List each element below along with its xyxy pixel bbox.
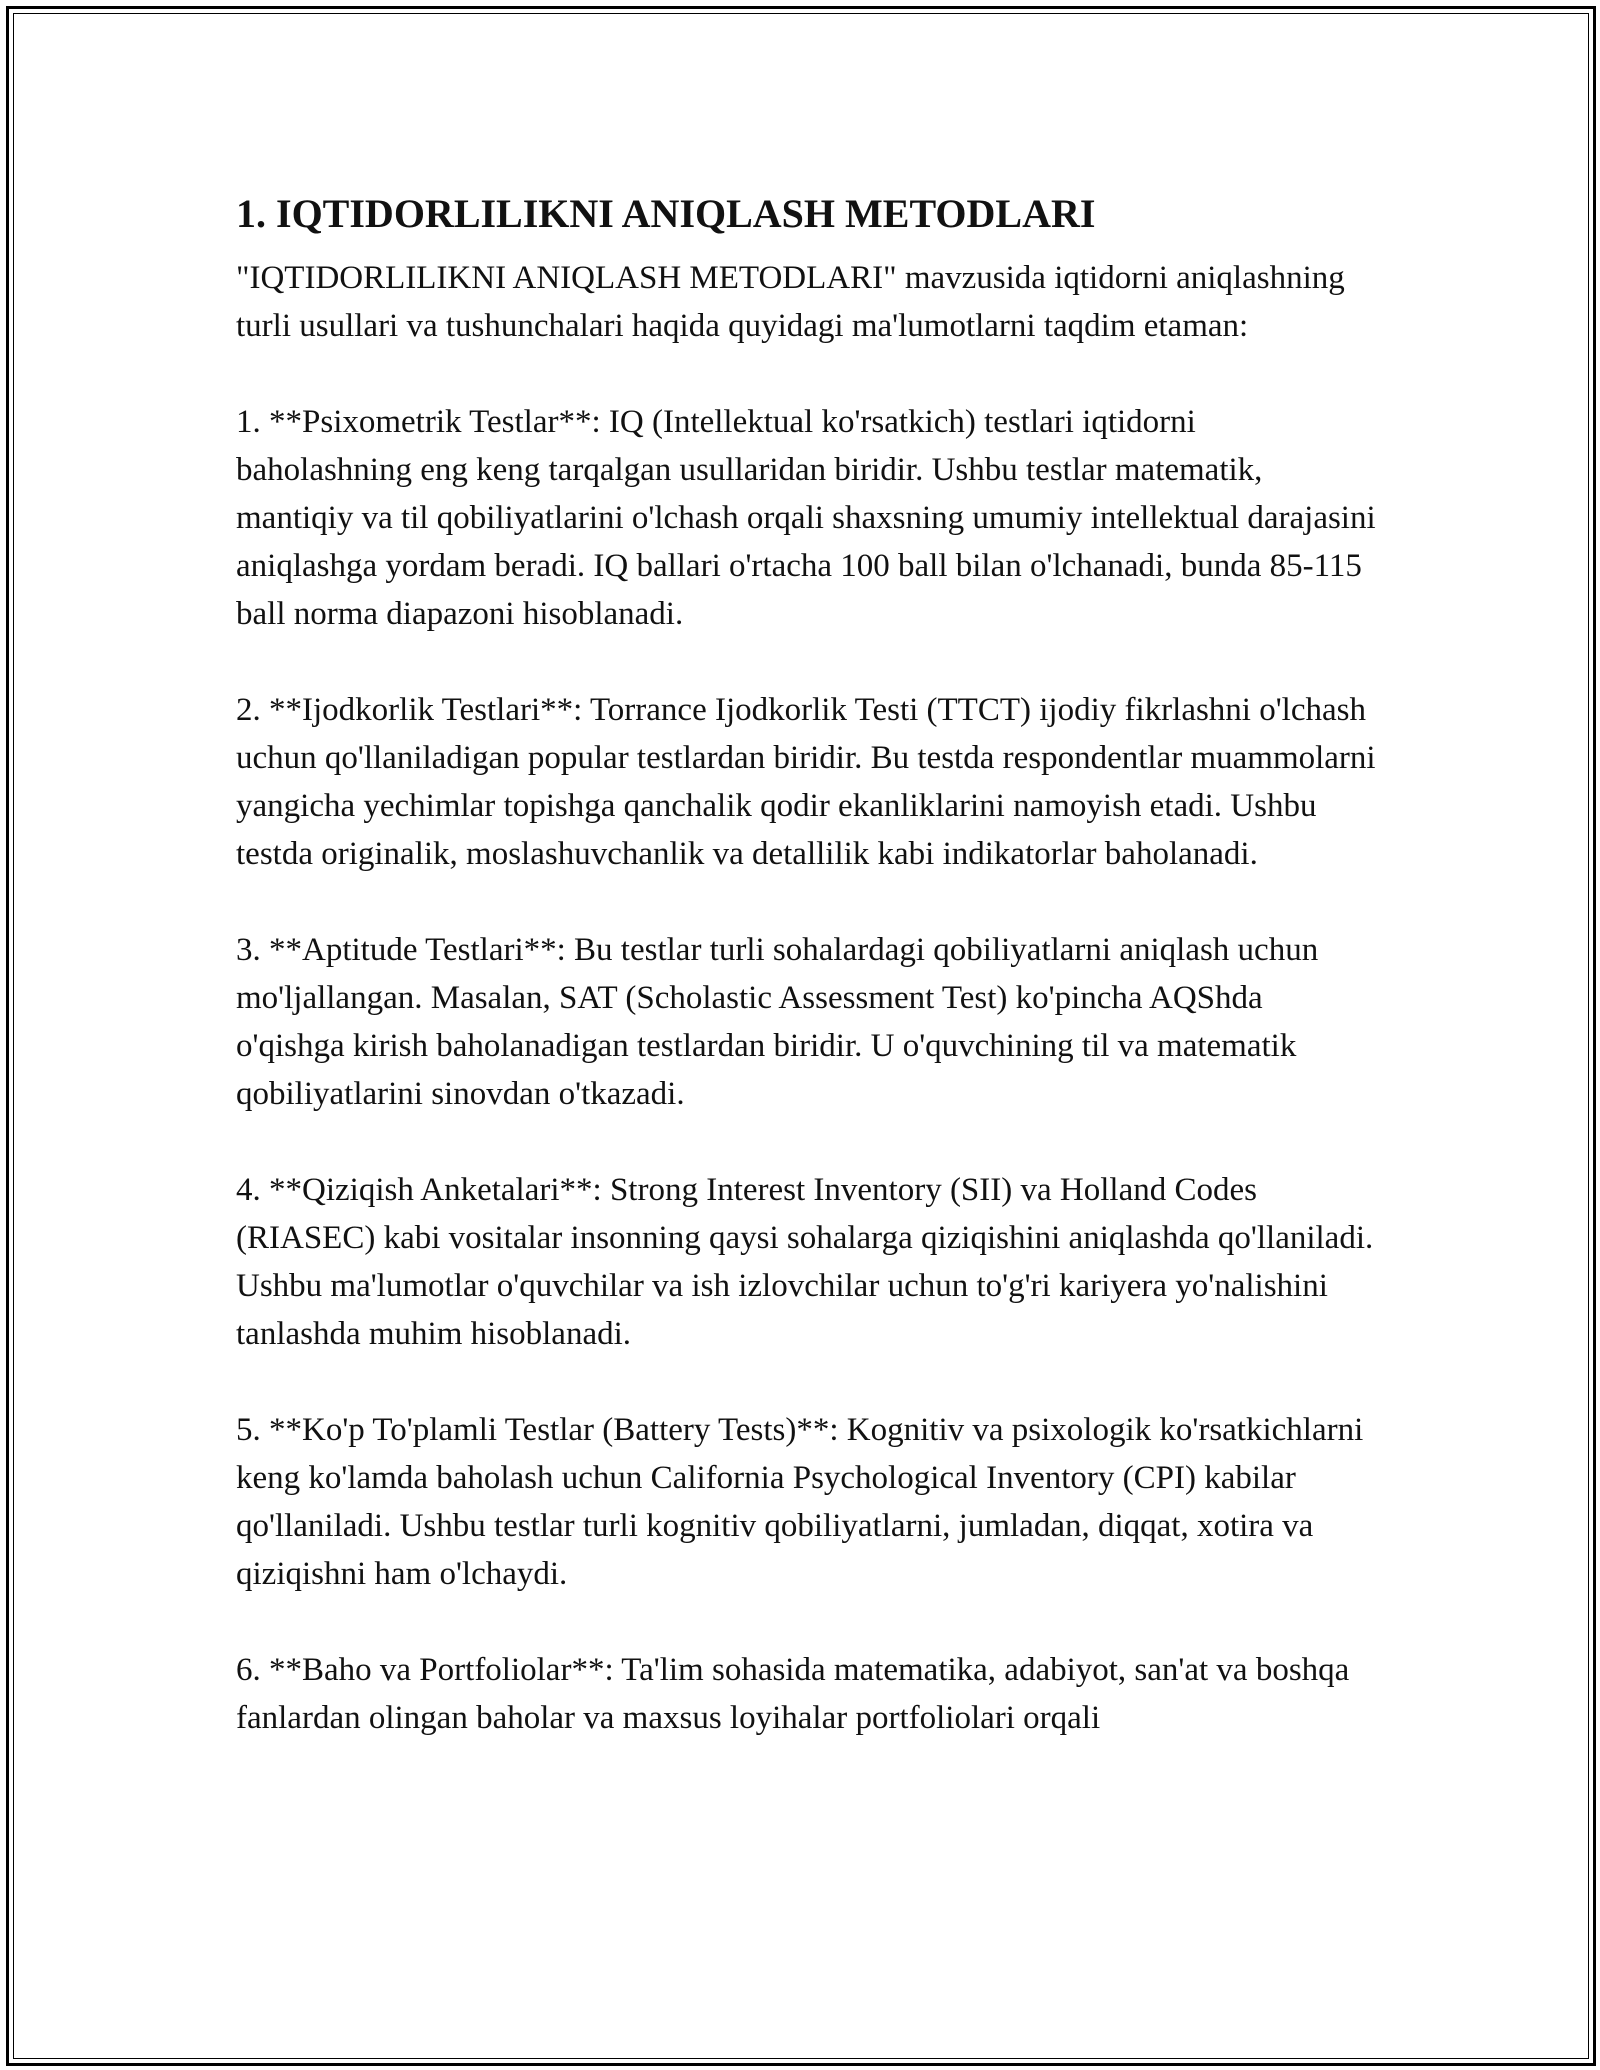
list-item-battery-tests: 5. **Ko'p To'plamli Testlar (Battery Tests)**: Kognitiv va psixologik ko'rsatkichlarni keng ko'lamda baholash uchun California Psychological Inventory (CPI) kabilar qo'llaniladi. Ushbu testlar turli kognitiv qobiliyatlarni, jumladan, diqqat, xotira va qiziqishni ham o'lchaydi.: [236, 1412, 1364, 1592]
list-item-qiziqish-anketalari: 4. **Qiziqish Anketalari**: Strong Interest Inventory (SII) va Holland Codes (RIASEC) kabi vositalar insonning qaysi sohalarga qiziqishini aniqlashda qo'llaniladi. Ushbu ma'lumotlar o'quvchilar va ish izlovchilar uchun to'g'ri kariyera yo'nalishini tanlashda muhim hisoblanadi.: [236, 1172, 1374, 1352]
document-body: [236, 186, 1376, 1790]
list-item-psixometrik-testlar: 1. **Psixometrik Testlar**: IQ (Intellektual ko'rsatkich) testlari iqtidorni baholashning eng keng tarqalgan usullaridan biridir. Ushbu testlar matematik, mantiqiy va til qobiliyatlarini o'lchash orqali shaxsning umumiy intellektual darajasini aniqlashga yordam beradi. IQ ballari o'rtacha 100 ball bilan o'lchanadi, bunda 85-115 ball norma diapazoni hisoblanadi.: [236, 404, 1376, 632]
document-title: 1. IQTIDORLILIKNI ANIQLASH METODLARI: [236, 191, 1096, 236]
list-item-ijodkorlik-testlari: 2. **Ijodkorlik Testlari**: Torrance Ijodkorlik Testi (TTCT) ijodiy fikrlashni o'lchash uchun qo'llaniladigan popular testlardan biridir. Bu testda respondentlar muammolarni yangicha yechimlar topishga qanchalik qodir ekanliklarini namoyish etadi. Ushbu testda originalik, moslashuvchanlik va detallilik kabi indikatorlar baholanadi.: [236, 692, 1376, 872]
list-item-baho-va-portfoliolar: 6. **Baho va Portfoliolar**: Ta'lim sohasida matematika, adabiyot, san'at va boshqa fanlardan olingan baholar va maxsus loyihalar portfoliolari orqali: [236, 1652, 1350, 1736]
list-item-aptitude-testlari: 3. **Aptitude Testlari**: Bu testlar turli sohalardagi qobiliyatlarni aniqlash uchun mo'ljallangan. Masalan, SAT (Scholastic Assessment Test) ko'pincha AQShda o'qishga kirish baholanadigan testlardan biridir. U o'quvchining til va matematik qobiliyatlarini sinovdan o'tkazadi.: [236, 932, 1319, 1112]
intro-paragraph: "IQTIDORLILIKNI ANIQLASH METODLARI" mavzusida iqtidorni aniqlashning turli usullari va tushunchalari haqida quyidagi ma'lumotlarni taqdim etaman:: [236, 260, 1345, 344]
